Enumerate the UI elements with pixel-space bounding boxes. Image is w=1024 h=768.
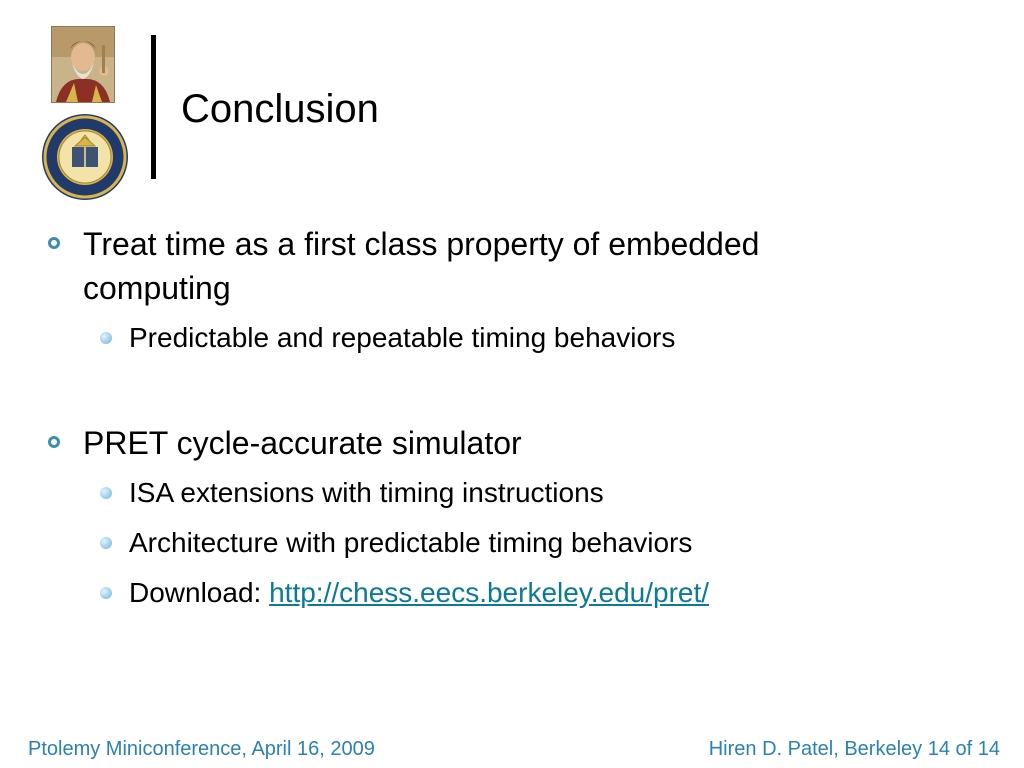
sub-bullet-text: ISA extensions with timing instructions: [129, 477, 604, 508]
sub-bullet-icon: [100, 332, 112, 344]
sub-bullet-text: Predictable and repeatable timing behaviors: [129, 322, 676, 353]
sub-bullet-icon: [100, 587, 112, 599]
portrait-logo-icon: [51, 26, 115, 103]
bullet-text-continued: computing: [83, 270, 231, 306]
slide-title: Conclusion: [181, 87, 379, 131]
download-item: [129, 575, 709, 611]
bullet-icon: [48, 436, 60, 448]
footer-right: Hiren D. Patel, Berkeley 14 of 14: [708, 738, 1000, 760]
download-link[interactable]: http://chess.eecs.berkeley.edu/pret/: [269, 577, 710, 608]
university-seal-icon: [41, 113, 129, 201]
download-label: Download:: [129, 577, 270, 608]
sub-bullet-text: Architecture with predictable timing behaviors: [129, 527, 693, 558]
bullet-icon: [48, 237, 60, 249]
bullet-text: PRET cycle-accurate simulator: [83, 425, 522, 461]
sub-bullet-icon: [100, 537, 112, 549]
title-divider: [151, 35, 156, 179]
sub-bullet-icon: [100, 487, 112, 499]
bullet-text: Treat time as a first class property of embedded: [83, 226, 760, 262]
footer-left: Ptolemy Miniconference, April 16, 2009: [28, 738, 375, 760]
